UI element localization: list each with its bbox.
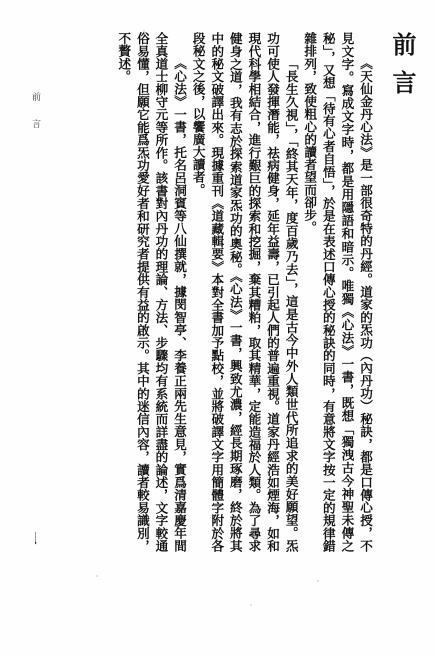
scan-speckle xyxy=(250,604,252,606)
scan-speckle xyxy=(96,575,98,577)
page-number: 一 xyxy=(25,531,41,545)
page-margin xyxy=(20,0,50,655)
scan-speckle xyxy=(317,580,319,582)
paragraph-2: 「長生久視」，「終其天年，度百歲乃去」，這是古今中外人類世代所追求的美好願望。炁功可使人發揮潛能，祛病健身，延年益壽，已引起人們的普遍重視。道家丹經浩如煙海，如和現代科學相結合，進行艱巨的探索和挖掘，棄其糟粕，取其精華，定能造福於人類。為了尋求健身之道，我有志於探索道家炁功的奧秘。《心法》一書，興致尤濃，經長期琢磨，終於將其中的秘文破譯出來。現據重刊《道藏輯要》本對全書加予點校，並將破譯文字用簡體字附於各段秘文之後，以饗廣大讀者。 xyxy=(190,32,299,552)
paragraph-1: 《天仙金丹心法》是一部很奇特的丹經。道家的炁功（內丹功）秘訣，都是口傳心授，不見文字。寫成文字時，都是用隱語和暗示。唯獨《心法》一書，既想「獨洩古今神聖未傳之秘」，又想「待有心者自悟」，於是在表述口傳心授的秘訣的同時，有意將文字按一定的規律錯雜排列，致使粗心的讀者望而卻步。 xyxy=(302,32,373,552)
preface-body xyxy=(114,32,374,552)
page-title: 前言 xyxy=(388,32,417,108)
running-footer-label: 前言 xyxy=(30,92,40,146)
scan-speckle xyxy=(143,30,145,32)
paragraph-3: 《心法》一書，托名呂洞賓等八仙撰就，據閔智亭、李養正兩先生意見，實爲清嘉慶年間全真道士柳守元等所作。該書對內丹功的理論、方法、步驟均有系統而詳盡的論述，文字較通俗易懂，但願它能爲炁功愛好者和研究者提供有益的啟示。其中的迷信內容，讀者較易識別，不贅述。 xyxy=(116,32,188,552)
